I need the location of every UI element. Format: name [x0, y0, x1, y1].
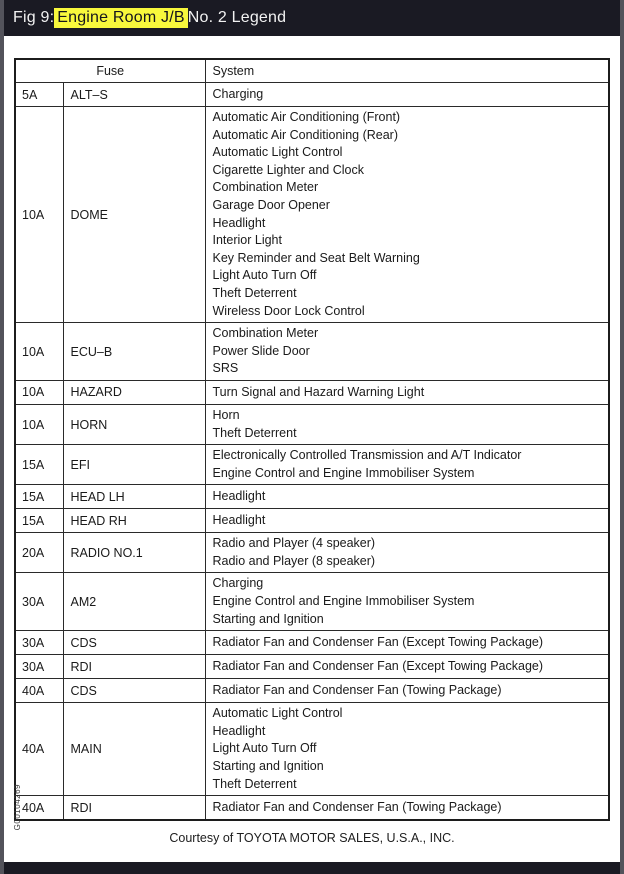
figure-title-prefix: Fig 9:	[13, 9, 55, 26]
system-line: Interior Light	[212, 233, 282, 248]
fuse-name-cell: HEAD RH	[63, 509, 205, 533]
system-cell	[205, 679, 609, 703]
fuse-row	[15, 380, 609, 404]
fuse-row	[15, 631, 609, 655]
system-line: Combination Meter	[212, 180, 319, 195]
fuse-amperage-cell: 30A	[15, 655, 63, 679]
fuse-amperage-cell: 10A	[15, 380, 63, 404]
system-line: Automatic Air Conditioning (Rear)	[212, 127, 398, 142]
system-line: Horn	[212, 407, 240, 422]
fuse-column-header: Fuse	[15, 59, 205, 83]
system-line: Headlight	[212, 723, 266, 738]
fuse-row	[15, 83, 609, 107]
system-line: Radio and Player (4 speaker)	[212, 536, 376, 551]
figure-title-highlight: Engine Room J/B	[54, 8, 188, 28]
fuse-name-cell: RDI	[63, 655, 205, 679]
system-cell	[205, 323, 609, 381]
figure-code: G00104269	[13, 783, 22, 830]
system-line: Engine Control and Engine Immobiliser System	[212, 465, 475, 480]
system-line: Light Auto Turn Off	[212, 741, 317, 756]
fuse-row	[15, 679, 609, 703]
fuse-amperage-cell: 10A	[15, 107, 63, 323]
fuse-amperage-cell: 15A	[15, 445, 63, 485]
system-line: Power Slide Door	[212, 343, 310, 358]
system-line: Automatic Air Conditioning (Front)	[212, 110, 401, 124]
fuse-amperage-cell: 10A	[15, 323, 63, 381]
system-line: Electronically Controlled Transmission and A/T Indicator	[212, 448, 522, 463]
system-cell	[205, 509, 609, 533]
fuse-row	[15, 323, 609, 381]
system-line: Radiator Fan and Condenser Fan (Towing Package)	[212, 682, 502, 697]
courtesy-footer: Courtesy of TOYOTA MOTOR SALES, U.S.A., INC.	[169, 831, 455, 845]
fuse-amperage-cell: 40A	[15, 703, 63, 796]
system-line: Headlight	[212, 488, 266, 503]
fuse-row	[15, 485, 609, 509]
fuse-name-cell: ALT–S	[63, 83, 205, 107]
system-line: Theft Deterrent	[212, 776, 297, 791]
system-line: Starting and Ignition	[212, 611, 324, 626]
fuse-row	[15, 796, 609, 821]
fuse-name-cell: RDI	[63, 796, 205, 821]
system-line: Wireless Door Lock Control	[212, 303, 365, 318]
fuse-amperage-cell: 30A	[15, 573, 63, 631]
fuse-amperage-cell: 40A	[15, 679, 63, 703]
fuse-row	[15, 107, 609, 323]
system-line: Radio and Player (8 speaker)	[212, 553, 376, 568]
system-line: Garage Door Opener	[212, 197, 330, 212]
system-line: Radiator Fan and Condenser Fan (Except Towing Package)	[212, 634, 544, 649]
system-cell	[205, 655, 609, 679]
fuse-amperage-cell: 15A	[15, 485, 63, 509]
fuse-name-cell: HORN	[63, 404, 205, 444]
table-header-row	[15, 59, 609, 83]
fuse-name-cell: DOME	[63, 107, 205, 323]
fuse-row	[15, 404, 609, 444]
fuse-name-cell: ECU–B	[63, 323, 205, 381]
fuse-row	[15, 573, 609, 631]
fuse-name-cell: HAZARD	[63, 380, 205, 404]
fuse-row	[15, 445, 609, 485]
fuse-table-body	[15, 83, 609, 821]
system-line: Theft Deterrent	[212, 285, 297, 300]
system-cell	[205, 533, 609, 573]
system-cell	[205, 107, 609, 323]
system-line: Cigarette Lighter and Clock	[212, 162, 364, 177]
fuse-amperage-cell: 20A	[15, 533, 63, 573]
system-column-header: System	[205, 59, 609, 83]
fuse-amperage-cell: 40A	[15, 796, 63, 821]
system-line: Radiator Fan and Condenser Fan (Except Towing Package)	[212, 658, 544, 673]
system-line: Headlight	[212, 512, 266, 527]
figure-title-suffix: No. 2 Legend	[187, 9, 287, 26]
page-content	[4, 36, 620, 862]
system-cell	[205, 631, 609, 655]
fuse-amperage-cell: 30A	[15, 631, 63, 655]
system-line: Radiator Fan and Condenser Fan (Towing Package)	[212, 799, 502, 814]
fuse-amperage-cell: 5A	[15, 83, 63, 107]
system-cell	[205, 573, 609, 631]
fuse-amperage-cell: 10A	[15, 404, 63, 444]
fuse-row	[15, 509, 609, 533]
fuse-name-cell: MAIN	[63, 703, 205, 796]
system-line: Charging	[212, 576, 264, 591]
system-cell	[205, 485, 609, 509]
system-line: SRS	[212, 361, 239, 376]
fuse-name-cell: CDS	[63, 679, 205, 703]
fuse-name-cell: CDS	[63, 631, 205, 655]
system-cell	[205, 445, 609, 485]
system-line: Automatic Light Control	[212, 145, 343, 160]
fuse-row	[15, 533, 609, 573]
fuse-legend-table	[14, 58, 610, 821]
fuse-name-cell: EFI	[63, 445, 205, 485]
system-line: Light Auto Turn Off	[212, 268, 317, 283]
system-line: Turn Signal and Hazard Warning Light	[212, 384, 425, 399]
fuse-name-cell: RADIO NO.1	[63, 533, 205, 573]
system-line: Charging	[212, 86, 264, 101]
figure-title-bar	[4, 0, 620, 36]
system-line: Automatic Light Control	[212, 706, 343, 721]
system-line: Key Reminder and Seat Belt Warning	[212, 250, 420, 265]
system-line: Engine Control and Engine Immobiliser System	[212, 594, 475, 609]
system-line: Starting and Ignition	[212, 759, 324, 774]
bottom-bar	[4, 862, 620, 874]
system-cell	[205, 404, 609, 444]
system-cell	[205, 796, 609, 821]
fuse-row	[15, 655, 609, 679]
fuse-name-cell: AM2	[63, 573, 205, 631]
system-cell	[205, 703, 609, 796]
fuse-name-cell: HEAD LH	[63, 485, 205, 509]
fuse-amperage-cell: 15A	[15, 509, 63, 533]
system-line: Headlight	[212, 215, 266, 230]
system-cell	[205, 83, 609, 107]
system-line: Theft Deterrent	[212, 425, 297, 440]
system-line: Combination Meter	[212, 326, 319, 341]
system-cell	[205, 380, 609, 404]
fuse-row	[15, 703, 609, 796]
